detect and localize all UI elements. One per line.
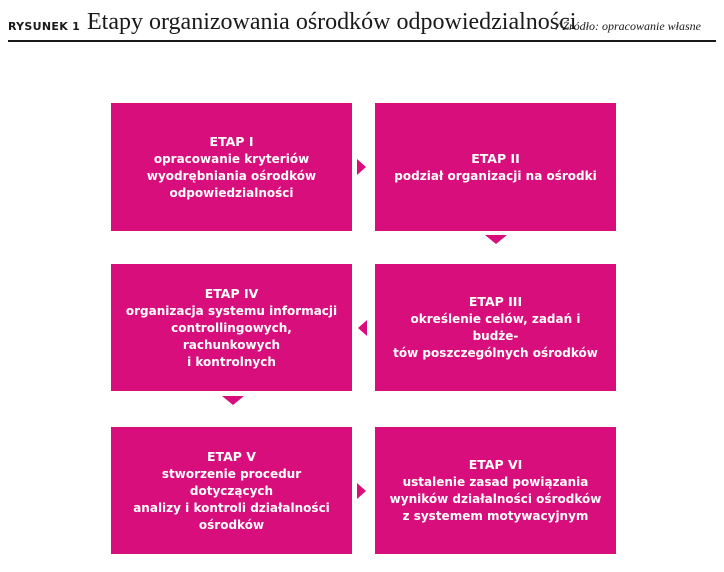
stage-4-description: organizacja systemu informacji controllingowych, rachunkowych i kontrolnych [125, 303, 338, 369]
stage-6-number: ETAP VI [468, 457, 523, 472]
stage-6-box [375, 427, 616, 554]
figure-header [8, 6, 716, 42]
stage-3-description: określenie celów, zadań i budże- tów poszczególnych ośrodków [393, 312, 598, 360]
arrow-stage-4-to-5 [222, 396, 244, 405]
figure-source: / Źródło: opracowanie własne [556, 19, 702, 33]
stage-6-description: ustalenie zasad powiązania wyników działalności ośrodków z systemem motywacyjnym [389, 475, 602, 523]
stage-1-box [111, 103, 352, 231]
arrow-stage-2-to-3 [485, 235, 507, 244]
arrow-stage-3-to-4 [358, 320, 367, 336]
stage-3-number: ETAP III [468, 294, 523, 309]
stage-4-box [111, 264, 352, 391]
stage-5-description: stworzenie procedur dotyczących analizy i kontroli działalności ośrodków [133, 466, 330, 532]
stage-2-box [375, 103, 616, 231]
figure-label: RYSUNEK 1 [8, 20, 81, 33]
figure-title: Etapy organizowania ośrodków odpowiedzialności [87, 9, 577, 35]
stage-4-number: ETAP IV [204, 285, 259, 301]
stage-2-number: ETAP II [471, 150, 520, 166]
arrow-stage-1-to-2 [357, 159, 366, 175]
stage-3-box [375, 264, 616, 391]
stage-2-description: podział organizacji na ośrodki [394, 168, 597, 183]
stage-1-number: ETAP I [209, 133, 254, 149]
stage-5-box [111, 427, 352, 554]
stage-1-description: opracowanie kryteriów wyodrębniania ośrodków odpowiedzialności [146, 151, 317, 200]
arrow-stage-5-to-6 [357, 483, 366, 499]
stage-5-number: ETAP V [207, 448, 256, 464]
